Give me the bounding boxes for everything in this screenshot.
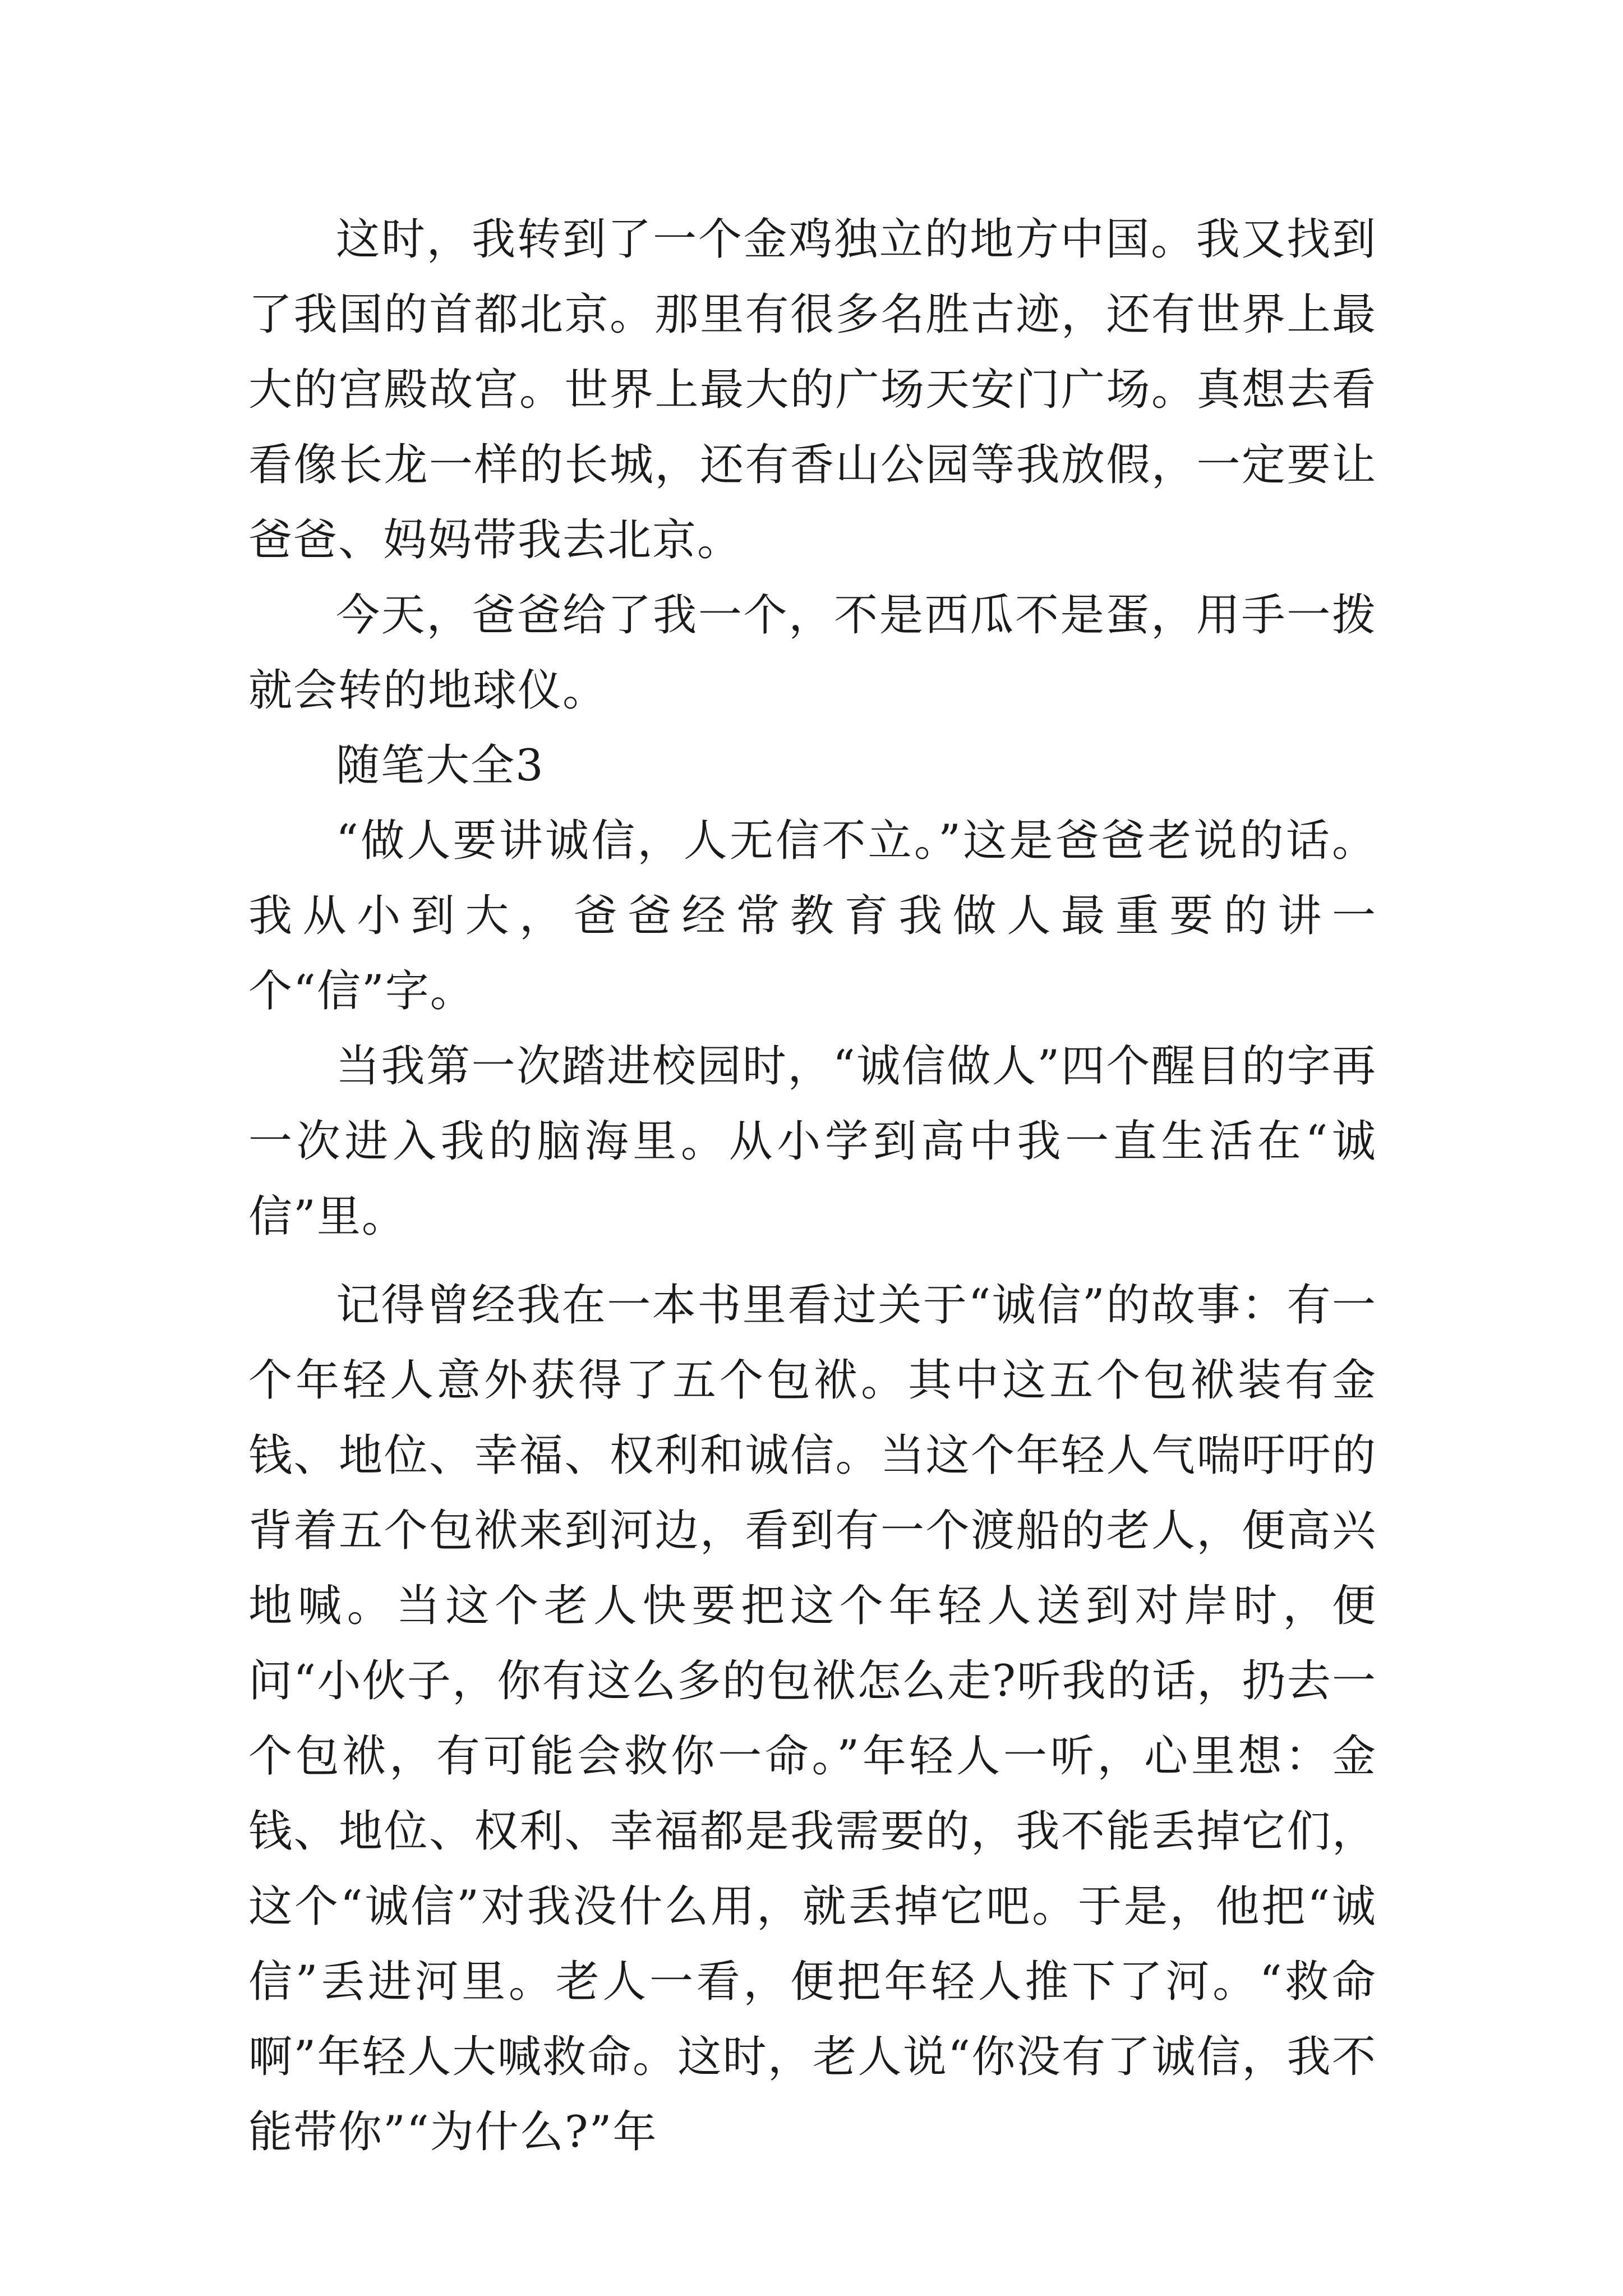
document-body: [248, 202, 1377, 2170]
paragraph-globe-china: 这时，我转到了一个金鸡独立的地方中国。我又找到了我国的首都北京。那里有很多名胜古迹，还有世界上最大的宫殿故宫。世界上最大的广场天安门广场。真想去看看像长龙一样的长城，还有香山公园等我放假，一定要让爸爸、妈妈带我去北京。: [248, 214, 1377, 565]
paragraph-school-integrity: 当我第一次踏进校园时，“诚信做人”四个醒目的字再一次进入我的脑海里。从小学到高中我一直生活在“诚信”里。: [248, 1041, 1377, 1242]
paragraph-integrity-quote: “做人要讲诚信，人无信不立。”这是爸爸老说的话。我从小到大，爸爸经常教育我做人最重要的讲一个“信”字。: [248, 816, 1377, 1016]
paragraph-globe-gift: 今天，爸爸给了我一个，不是西瓜不是蛋，用手一拨就会转的地球仪。: [248, 590, 1377, 716]
section-heading: 随笔大全3: [336, 740, 545, 791]
paragraph-integrity-story: 记得曾经我在一本书里看过关于“诚信”的故事：有一个年轻人意外获得了五个包袱。其中这五个包袱装有金钱、地位、幸福、权利和诚信。当这个年轻人气喘吁吁的背着五个包袱来到河边，看到有一个渡船的老人，便高兴地喊。当这个老人快要把这个年轻人送到对岸时，便问“小伙子，你有这么多的包袱怎么走?听我的话，扔去一个包袱，有可能会救你一命。”年轻人一听，心里想：金钱、地位、权利、幸福都是我需要的，我不能丢掉它们，这个“诚信”对我没什么用，就丢掉它吧。于是，他把“诚信”丢进河里。老人一看，便把年轻人推下了河。“救命啊”年轻人大喊救命。这时，老人说“你没有了诚信，我不能带你”“为什么?”年: [248, 1280, 1377, 2157]
